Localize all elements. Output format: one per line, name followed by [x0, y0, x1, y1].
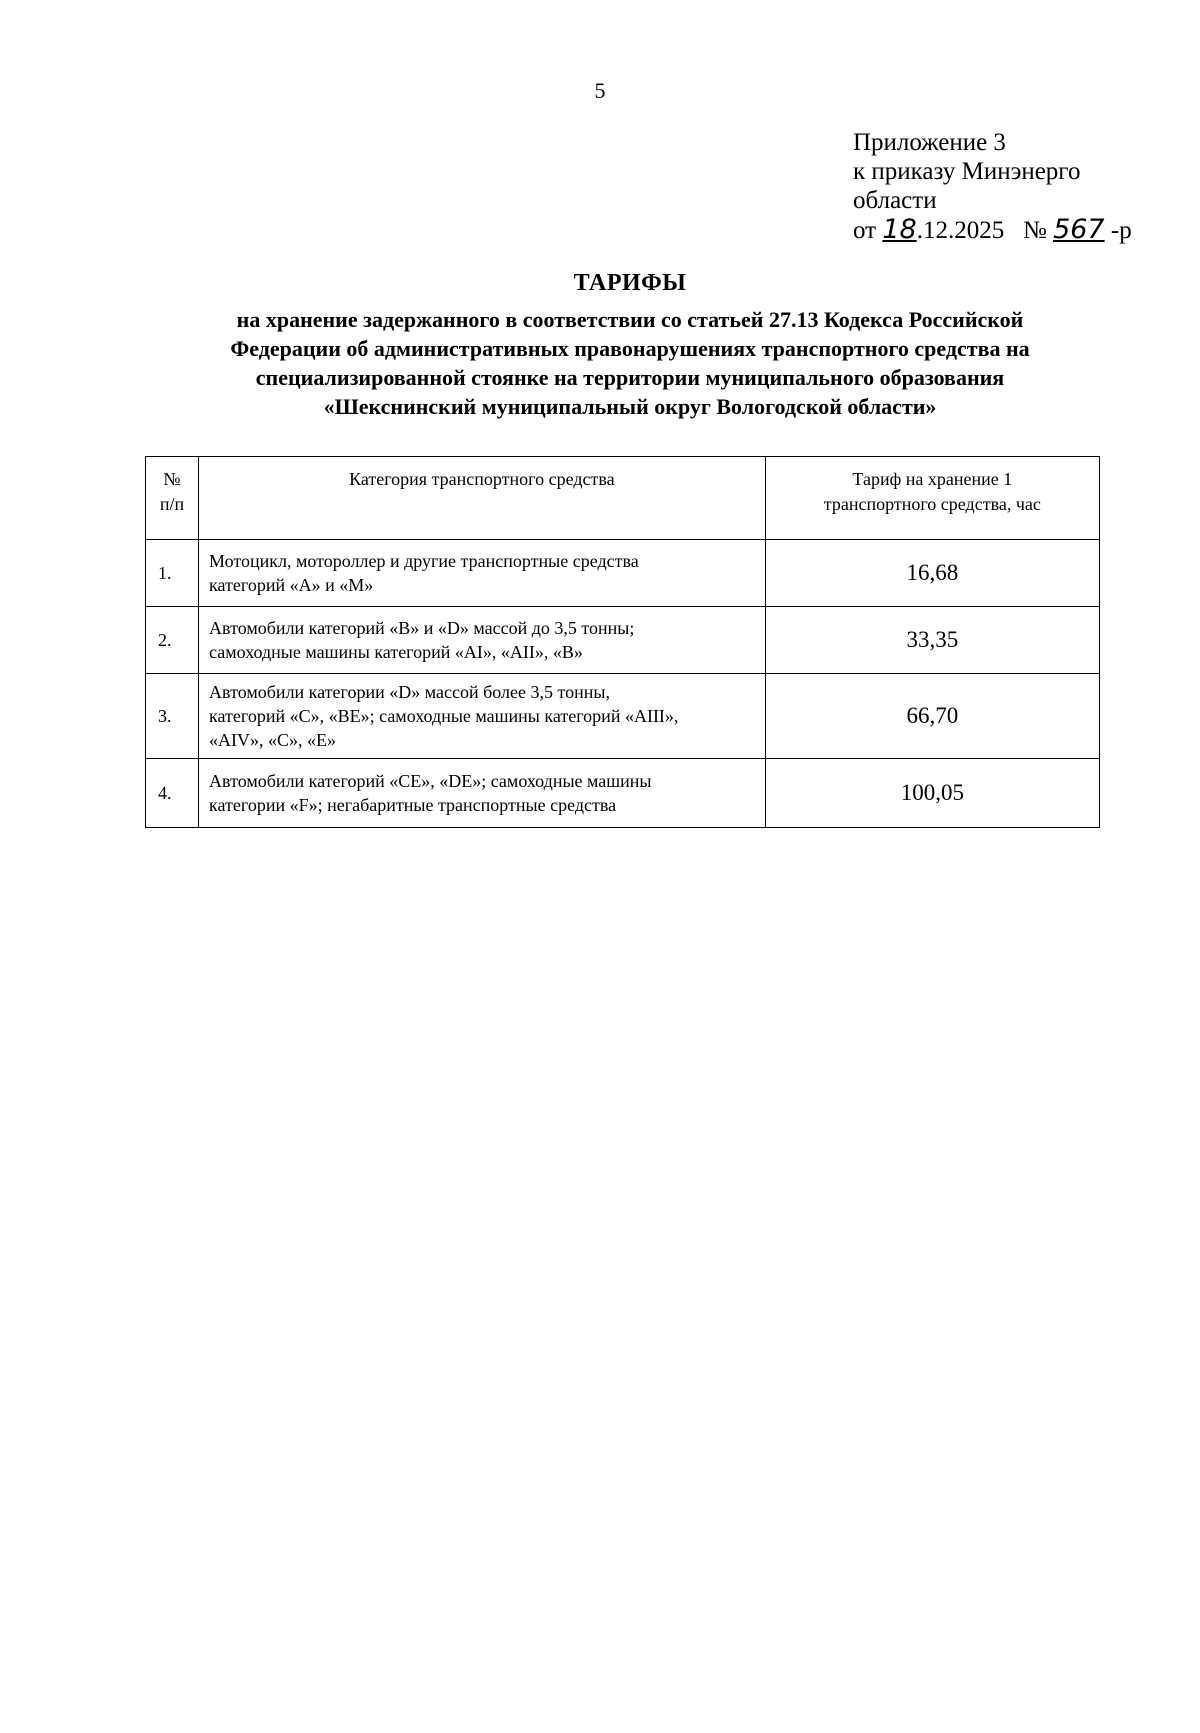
category-line: Автомобили категории «D» массой более 3,5 тонны,: [209, 682, 610, 702]
order-number-handwritten: 567: [1053, 214, 1105, 245]
row-category: [199, 674, 766, 759]
row-category: [199, 759, 766, 828]
header-tariff-line: транспортного средства, час: [823, 494, 1041, 514]
row-category: [199, 540, 766, 607]
tariffs-table: [145, 456, 1100, 828]
category-line: Автомобили категорий «СЕ», «DE»; самоходные машины: [209, 771, 652, 791]
category-line: категорий «С», «ВЕ»; самоходные машины категорий «АIII»,: [209, 706, 679, 726]
number-prefix: №: [1022, 217, 1054, 244]
row-number: 2.: [146, 607, 199, 674]
date-day-handwritten: 18: [882, 214, 917, 245]
header-category: Категория транспортного средства: [199, 457, 766, 540]
header-tariff-line: Тариф на хранение 1: [852, 469, 1013, 489]
number-suffix: -р: [1104, 217, 1132, 244]
category-line: категории «F»; негабаритные транспортные средства: [209, 795, 617, 815]
row-tariff: 66,70: [765, 674, 1099, 759]
header-num-line: №: [163, 469, 181, 489]
subtitle-line: Федерации об административных правонарушениях транспортного средства на: [230, 336, 1030, 361]
date-rest: .12.2025: [916, 217, 1005, 244]
category-line: самоходные машины категорий «АI», «АII», «В»: [209, 642, 583, 662]
row-category: [199, 607, 766, 674]
table-row: [146, 607, 1100, 674]
document-subtitle: [140, 305, 1120, 421]
document-title: ТАРИФЫ: [573, 270, 687, 296]
row-tariff: 16,68: [765, 540, 1099, 607]
row-number: 1.: [146, 540, 199, 607]
row-number: 3.: [146, 674, 199, 759]
row-tariff: 33,35: [765, 607, 1099, 674]
subtitle-line: на хранение задержанного в соответствии со статьей 27.13 Кодекса Российской: [236, 307, 1024, 332]
row-number: 4.: [146, 759, 199, 828]
table-row: [146, 540, 1100, 607]
subtitle-line: специализированной стоянке на территории муниципального образования: [255, 365, 1005, 390]
appendix-region: области: [853, 187, 937, 214]
appendix-title: Приложение 3: [853, 129, 1006, 156]
table-row: [146, 759, 1100, 828]
row-tariff: 100,05: [765, 759, 1099, 828]
page-number: 5: [594, 78, 606, 103]
category-line: Автомобили категорий «В» и «D» массой до 3,5 тонны;: [209, 618, 635, 638]
date-prefix: от: [853, 217, 883, 244]
header-num-line: п/п: [159, 494, 185, 514]
category-line: Мотоцикл, мотороллер и другие транспортные средства: [209, 551, 639, 571]
appendix-block: [853, 128, 1132, 245]
header-tariff: [765, 457, 1099, 540]
category-line: «АIV», «С», «Е»: [209, 730, 337, 750]
appendix-date-number: [853, 215, 1132, 245]
table-header-row: [146, 457, 1100, 540]
category-line: категорий «А» и «М»: [209, 575, 374, 595]
appendix-order-ref: к приказу Минэнерго: [853, 158, 1081, 185]
title-block: [140, 270, 1120, 421]
header-num: [146, 457, 199, 540]
subtitle-line: «Шекснинский муниципальный округ Вологодской области»: [323, 394, 937, 419]
table-row: [146, 674, 1100, 759]
